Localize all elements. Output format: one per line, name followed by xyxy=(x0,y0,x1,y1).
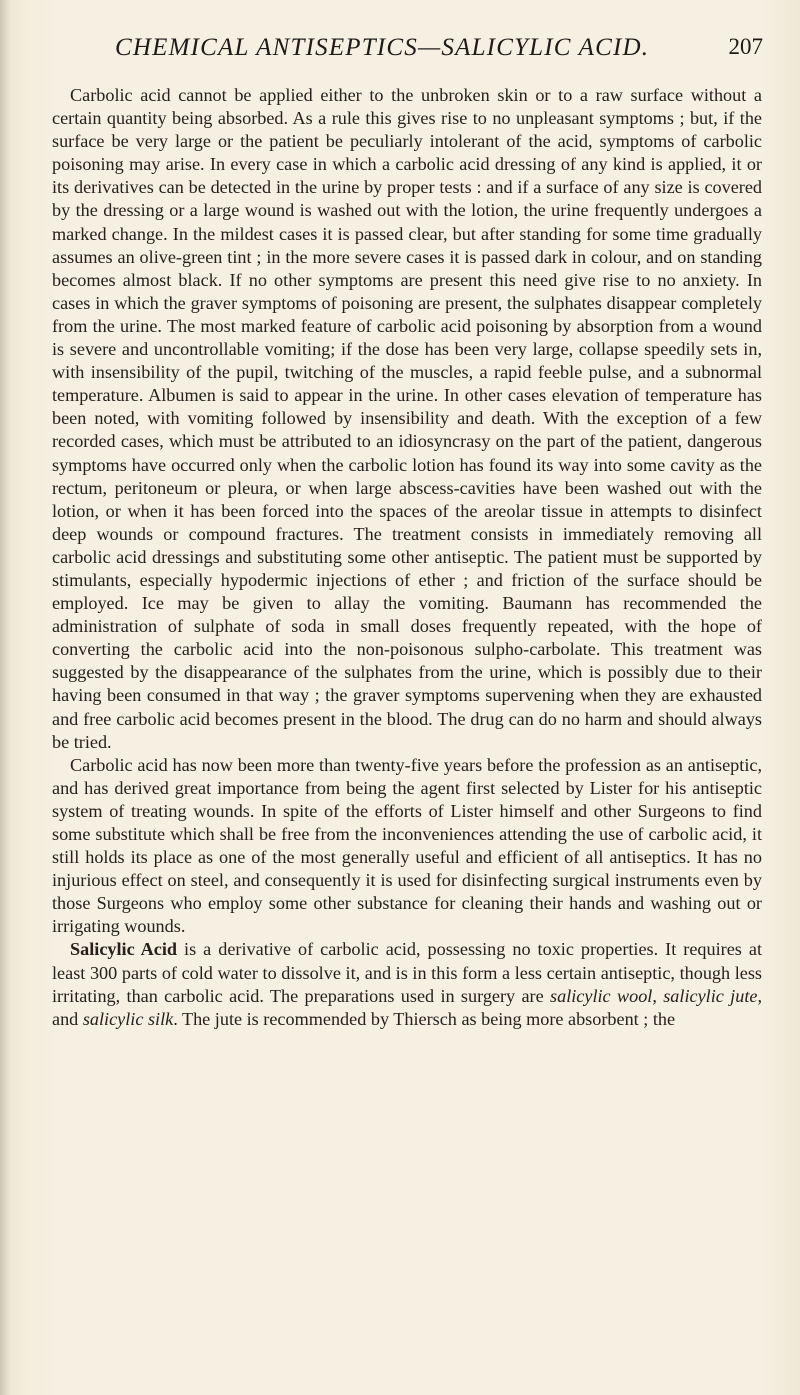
separator-text: , xyxy=(652,985,664,1006)
paragraph-salicylic-acid xyxy=(52,938,762,1030)
section-heading-salicylic-acid: Salicylic Acid xyxy=(70,939,178,960)
italic-term-salicylic-silk: salicylic silk xyxy=(82,1008,174,1029)
italic-term-salicylic-jute: salicylic jute xyxy=(663,985,758,1006)
page-header xyxy=(115,30,765,78)
separator-text: , and xyxy=(52,985,762,1029)
paragraph-text-part: . The jute is recommended by Thiersch as being more absorbent ; the xyxy=(173,1008,676,1029)
running-head: CHEMICAL ANTISEPTICS—SALICYLIC ACID. xyxy=(115,34,650,61)
paragraph-text-part: is a derivative of carbolic acid, possessing no toxic properties. It requires at least 300 parts of cold water to dissolve it, and is in this form a less certain antiseptic, though less irritating, than carbolic acid. The preparations used in surgery are xyxy=(52,939,762,1006)
page-edge-shadow xyxy=(0,0,10,1395)
italic-term-salicylic-wool: salicylic wool xyxy=(550,985,653,1006)
page-body xyxy=(52,84,762,1031)
paragraph-carbolic-poisoning: Carbolic acid cannot be applied either to the unbroken skin or to a raw surface without a certain quantity being absorbed. As a rule this gives rise to no unpleasant symptoms ; but, if the surface be very large or the patient be peculiarly intolerant of the acid, symptoms of carbolic poisoning may arise. In every case in which a carbolic acid dressing of any kind is applied, it or its derivatives can be detected in the urine by proper tests : and if a surface of any size is covered by the dressing or a large wound is washed out with the lotion, the urine frequently undergoes a marked change. In the mildest cases it is passed clear, but after standing for some time gradually assumes an olive-green tint ; in the more severe cases it is passed dark in colour, and on standing becomes almost black. If no other symptoms are present this need give rise to no anxiety. In cases in which the graver symptoms of poisoning are present, the sulphates disappear completely from the urine. The most marked feature of carbolic acid poisoning by absorption from a wound is severe and uncontrollable vomiting; if the dose has been very large, collapse speedily sets in, with insensibility of the pupil, twitching of the muscles, a rapid feeble pulse, and a subnormal temperature. Albumen is said to appear in the urine. In other cases elevation of temperature has been noted, with vomiting followed by insensibility and death. With the exception of a few recorded cases, which must be attributed to an idiosyncrasy on the part of the patient, dangerous symptoms have occurred only when the carbolic lotion has found its way into some cavity as the rectum, peritoneum or pleura, or when large abscess-cavities have been washed out with the lotion, or when it has been forced into the spaces of the areolar tissue in attempts to disinfect deep wounds or compound fractures. The treatment consists in immediately removing all carbolic acid dressings and substituting some other antiseptic. The patient must be supported by stimulants, especially hypodermic injections of ether ; and friction of the surface should be employed. Ice may be given to allay the vomiting. Baumann has recommended the administration of sulphate of soda in small doses frequently repeated, with the hope of converting the carbolic acid into the non-poisonous sulpho-carbolate. This treatment was suggested by the disappearance of the sulphates from the urine, which is possibly due to their having been consumed in that way ; the graver symptoms supervening when they are exhausted and free carbolic acid becomes present in the blood. The drug can do no harm and should always be tried. xyxy=(52,85,762,752)
paragraph-carbolic-history: Carbolic acid has now been more than twenty-five years before the profession as an antiseptic, and has derived great importance from being the agent first selected by Lister for his antiseptic system of treating wounds. In spite of the efforts of Lister himself and other Surgeons to find some substitute which shall be free from the inconveniences attending the use of carbolic acid, it still holds its place as one of the most generally useful and efficient of all antiseptics. It has no injurious effect on steel, and consequently it is used for disinfecting surgical instruments even by those Surgeons who employ some other substance for cleaning their hands and washing out or irrigating wounds. xyxy=(52,754,762,937)
page-number: 207 xyxy=(728,34,763,59)
